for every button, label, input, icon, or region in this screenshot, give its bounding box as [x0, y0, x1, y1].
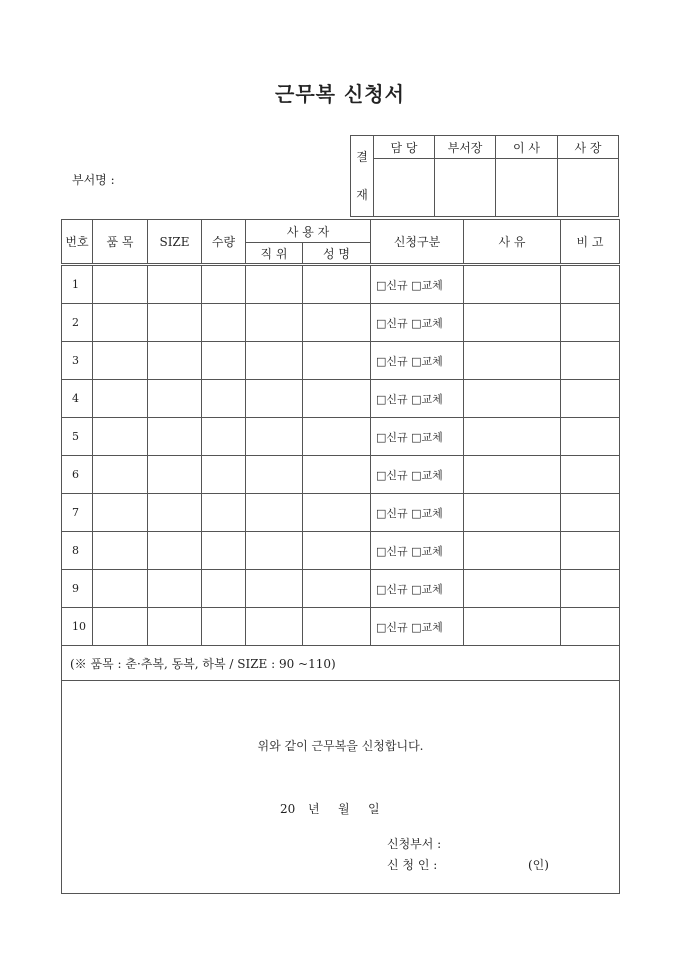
item-cell[interactable] — [93, 342, 148, 380]
quantity-cell[interactable] — [202, 342, 246, 380]
request-type-checkboxes[interactable]: □신규 □교체 — [371, 570, 464, 608]
quantity-cell[interactable] — [202, 380, 246, 418]
position-cell[interactable] — [246, 494, 303, 532]
seal-mark: (인) — [528, 858, 549, 872]
remarks-cell[interactable] — [561, 494, 620, 532]
quantity-cell[interactable] — [202, 494, 246, 532]
item-cell[interactable] — [93, 532, 148, 570]
quantity-cell[interactable] — [202, 570, 246, 608]
item-cell[interactable] — [93, 494, 148, 532]
item-cell[interactable] — [93, 380, 148, 418]
date-day-unit: 일 — [368, 802, 380, 816]
quantity-cell[interactable] — [202, 418, 246, 456]
position-cell[interactable] — [246, 342, 303, 380]
request-table — [61, 219, 620, 894]
closing-statement: 위와 같이 근무복을 신청합니다. — [257, 739, 424, 753]
header-item: 품 목 — [93, 220, 148, 265]
table-row — [62, 265, 620, 304]
remarks-cell[interactable] — [561, 380, 620, 418]
remarks-cell[interactable] — [561, 570, 620, 608]
reason-cell[interactable] — [464, 304, 561, 342]
remarks-cell[interactable] — [561, 456, 620, 494]
row-number: 6 — [62, 456, 93, 494]
date-year: 20 — [280, 802, 296, 816]
name-cell[interactable] — [303, 494, 371, 532]
table-row — [62, 418, 620, 456]
request-type-checkboxes[interactable]: □신규 □교체 — [371, 265, 464, 304]
reason-cell[interactable] — [464, 418, 561, 456]
item-cell[interactable] — [93, 608, 148, 646]
page-title: 근무복 신청서 — [275, 82, 405, 106]
request-type-checkboxes[interactable]: □신규 □교체 — [371, 456, 464, 494]
table-row — [62, 570, 620, 608]
name-cell[interactable] — [303, 456, 371, 494]
quantity-cell[interactable] — [202, 456, 246, 494]
reason-cell[interactable] — [464, 380, 561, 418]
row-number: 3 — [62, 342, 93, 380]
size-cell[interactable] — [148, 265, 202, 304]
request-type-checkboxes[interactable]: □신규 □교체 — [371, 380, 464, 418]
request-type-checkboxes[interactable]: □신규 □교체 — [371, 494, 464, 532]
reason-cell[interactable] — [464, 342, 561, 380]
signature-cell-staff[interactable] — [374, 159, 435, 217]
table-row — [62, 608, 620, 646]
quantity-cell[interactable] — [202, 265, 246, 304]
reason-cell[interactable] — [464, 456, 561, 494]
reason-cell[interactable] — [464, 608, 561, 646]
request-type-checkboxes[interactable]: □신규 □교체 — [371, 608, 464, 646]
size-cell[interactable] — [148, 418, 202, 456]
closing-section — [62, 681, 620, 894]
approval-header-manager: 부서장 — [435, 136, 496, 159]
size-cell[interactable] — [148, 608, 202, 646]
signature-cell-president[interactable] — [558, 159, 619, 217]
request-type-checkboxes[interactable]: □신규 □교체 — [371, 342, 464, 380]
approval-header-president: 사 장 — [558, 136, 619, 159]
size-cell[interactable] — [148, 342, 202, 380]
row-number: 1 — [62, 265, 93, 304]
header-no: 번호 — [62, 220, 93, 265]
header-name: 성 명 — [303, 243, 371, 265]
table-row — [62, 456, 620, 494]
signature-cell-manager[interactable] — [435, 159, 496, 217]
position-cell[interactable] — [246, 265, 303, 304]
date-year-unit: 년 — [308, 802, 320, 816]
header-reason: 사 유 — [464, 220, 561, 265]
name-cell[interactable] — [303, 570, 371, 608]
header-user: 사 용 자 — [246, 220, 371, 243]
reason-cell[interactable] — [464, 265, 561, 304]
position-cell[interactable] — [246, 418, 303, 456]
approval-box — [350, 135, 619, 217]
position-cell[interactable] — [246, 532, 303, 570]
remarks-cell[interactable] — [561, 342, 620, 380]
row-number: 7 — [62, 494, 93, 532]
remarks-cell[interactable] — [561, 304, 620, 342]
item-cell[interactable] — [93, 418, 148, 456]
row-number: 10 — [62, 608, 93, 646]
table-row — [62, 380, 620, 418]
size-cell[interactable] — [148, 380, 202, 418]
name-cell[interactable] — [303, 418, 371, 456]
table-row — [62, 304, 620, 342]
header-remarks: 비 고 — [561, 220, 620, 265]
header-quantity: 수량 — [202, 220, 246, 265]
reason-cell[interactable] — [464, 570, 561, 608]
request-type-checkboxes[interactable]: □신규 □교체 — [371, 304, 464, 342]
header-request-type: 신청구분 — [371, 220, 464, 265]
request-type-checkboxes[interactable]: □신규 □교체 — [371, 532, 464, 570]
applicant-department-label: 신청부서 : — [387, 837, 442, 851]
signature-cell-director[interactable] — [496, 159, 558, 217]
header-size: SIZE — [148, 220, 202, 265]
name-cell[interactable] — [303, 342, 371, 380]
quantity-cell[interactable] — [202, 608, 246, 646]
row-number: 9 — [62, 570, 93, 608]
item-cell[interactable] — [93, 265, 148, 304]
approval-header-staff: 담 당 — [374, 136, 435, 159]
row-number: 2 — [62, 304, 93, 342]
item-cell[interactable] — [93, 456, 148, 494]
approval-label — [351, 136, 374, 217]
name-cell[interactable] — [303, 380, 371, 418]
reason-cell[interactable] — [464, 494, 561, 532]
table-row — [62, 342, 620, 380]
row-number: 4 — [62, 380, 93, 418]
header-position: 직 위 — [246, 243, 303, 265]
table-row — [62, 494, 620, 532]
name-cell[interactable] — [303, 265, 371, 304]
size-cell[interactable] — [148, 494, 202, 532]
department-name-label: 부서명 : — [72, 173, 115, 187]
quantity-cell[interactable] — [202, 304, 246, 342]
size-cell[interactable] — [148, 456, 202, 494]
quantity-cell[interactable] — [202, 532, 246, 570]
remarks-cell[interactable] — [561, 418, 620, 456]
name-cell[interactable] — [303, 532, 371, 570]
position-cell[interactable] — [246, 380, 303, 418]
name-cell[interactable] — [303, 304, 371, 342]
remarks-cell[interactable] — [561, 265, 620, 304]
applicant-label: 신 청 인 : — [387, 858, 438, 872]
approval-label-bottom: 재 — [356, 188, 368, 202]
name-cell[interactable] — [303, 608, 371, 646]
remarks-cell[interactable] — [561, 532, 620, 570]
date-month-unit: 월 — [338, 802, 350, 816]
size-cell[interactable] — [148, 570, 202, 608]
row-number: 8 — [62, 532, 93, 570]
position-cell[interactable] — [246, 304, 303, 342]
date-line — [280, 800, 380, 817]
table-row — [62, 532, 620, 570]
position-cell[interactable] — [246, 608, 303, 646]
request-type-checkboxes[interactable]: □신규 □교체 — [371, 418, 464, 456]
approval-header-director: 이 사 — [496, 136, 558, 159]
item-size-note: (※ 품목 : 춘·추복, 동복, 하복 / SIZE : 90 ~110) — [62, 646, 620, 681]
item-cell[interactable] — [93, 570, 148, 608]
approval-label-top: 결 — [356, 150, 368, 164]
size-cell[interactable] — [148, 304, 202, 342]
reason-cell[interactable] — [464, 532, 561, 570]
position-cell[interactable] — [246, 570, 303, 608]
remarks-cell[interactable] — [561, 608, 620, 646]
row-number: 5 — [62, 418, 93, 456]
position-cell[interactable] — [246, 456, 303, 494]
size-cell[interactable] — [148, 532, 202, 570]
item-cell[interactable] — [93, 304, 148, 342]
